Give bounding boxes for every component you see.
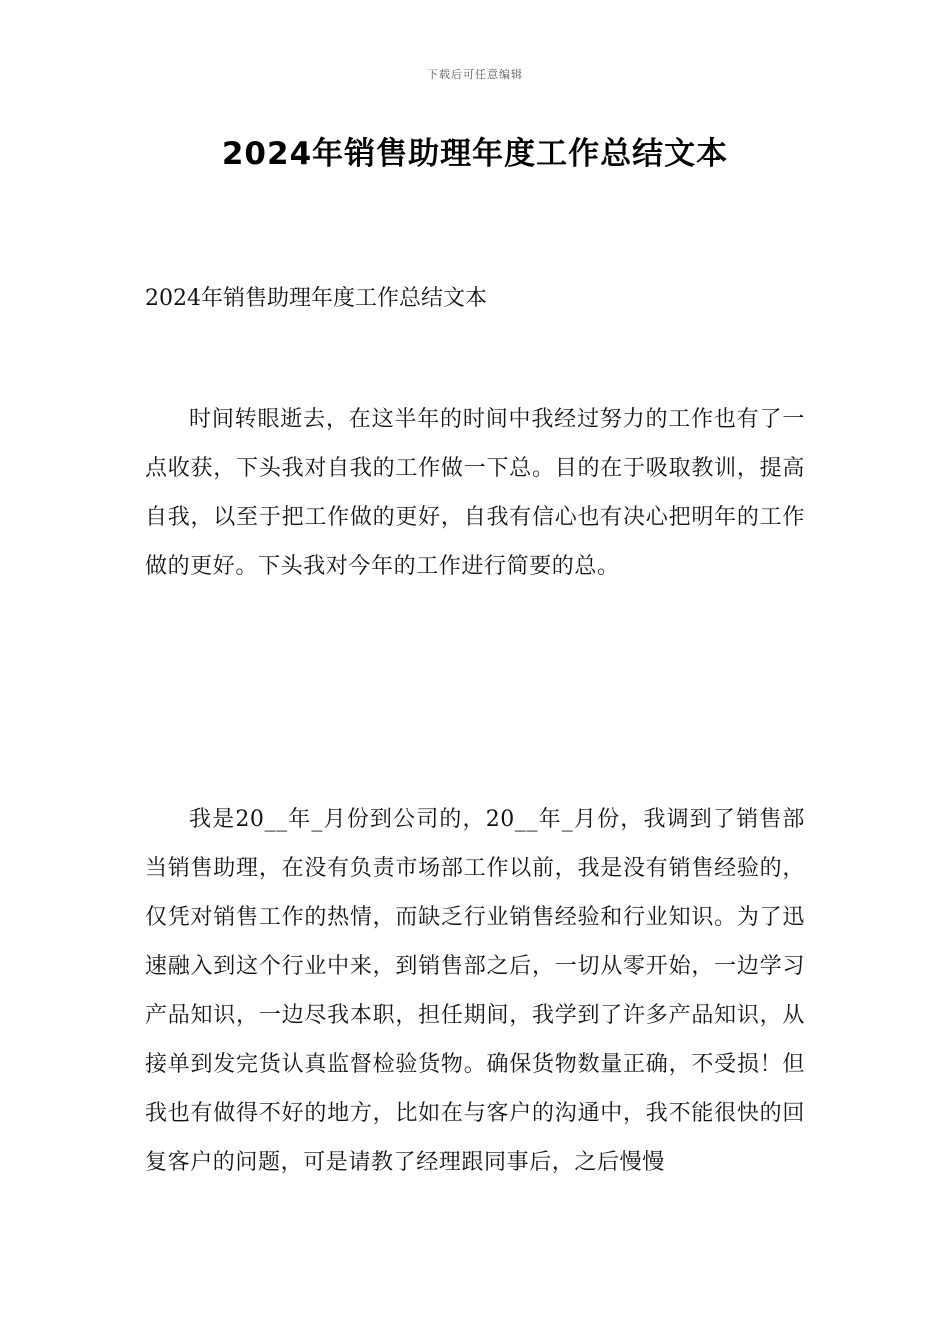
body-paragraph: 我是20__年_月份到公司的，20__年_月份，我调到了销售部当销售助理，在没有负责市场部工作以前，我是没有销售经验的，仅凭对销售工作的热情，而缺乏行业销售经验和行业知识。为了迅速融入到这个行业中来，到销售部之后，一切从零开始，一边学习产品知识，一边尽我本职，担任期间，我学到了许多产品知识，从接单到发完货认真监督检验货物。确保货物数量正确，不受损！但我也有做得不好的地方，比如在与客户的沟通中，我不能很快的回复客户的问题，可是请教了经理跟同事后，之后慢慢 bbox=[145, 807, 805, 1175]
document-subtitle: 2024年销售助理年度工作总结文本 bbox=[145, 286, 487, 311]
body-paragraph: 时间转眼逝去，在这半年的时间中我经过努力的工作也有了一点收获，下头我对自我的工作做一下总。目的在于吸取教训，提高自我，以至于把工作做的更好，自我有信心也有决心把明年的工作做的更好。下头我对今年的工作进行简要的总。 bbox=[145, 407, 805, 579]
header-note: 下载后可任意编辑 bbox=[427, 68, 523, 81]
document-title: 2024年销售助理年度工作总结文本 bbox=[221, 136, 729, 172]
